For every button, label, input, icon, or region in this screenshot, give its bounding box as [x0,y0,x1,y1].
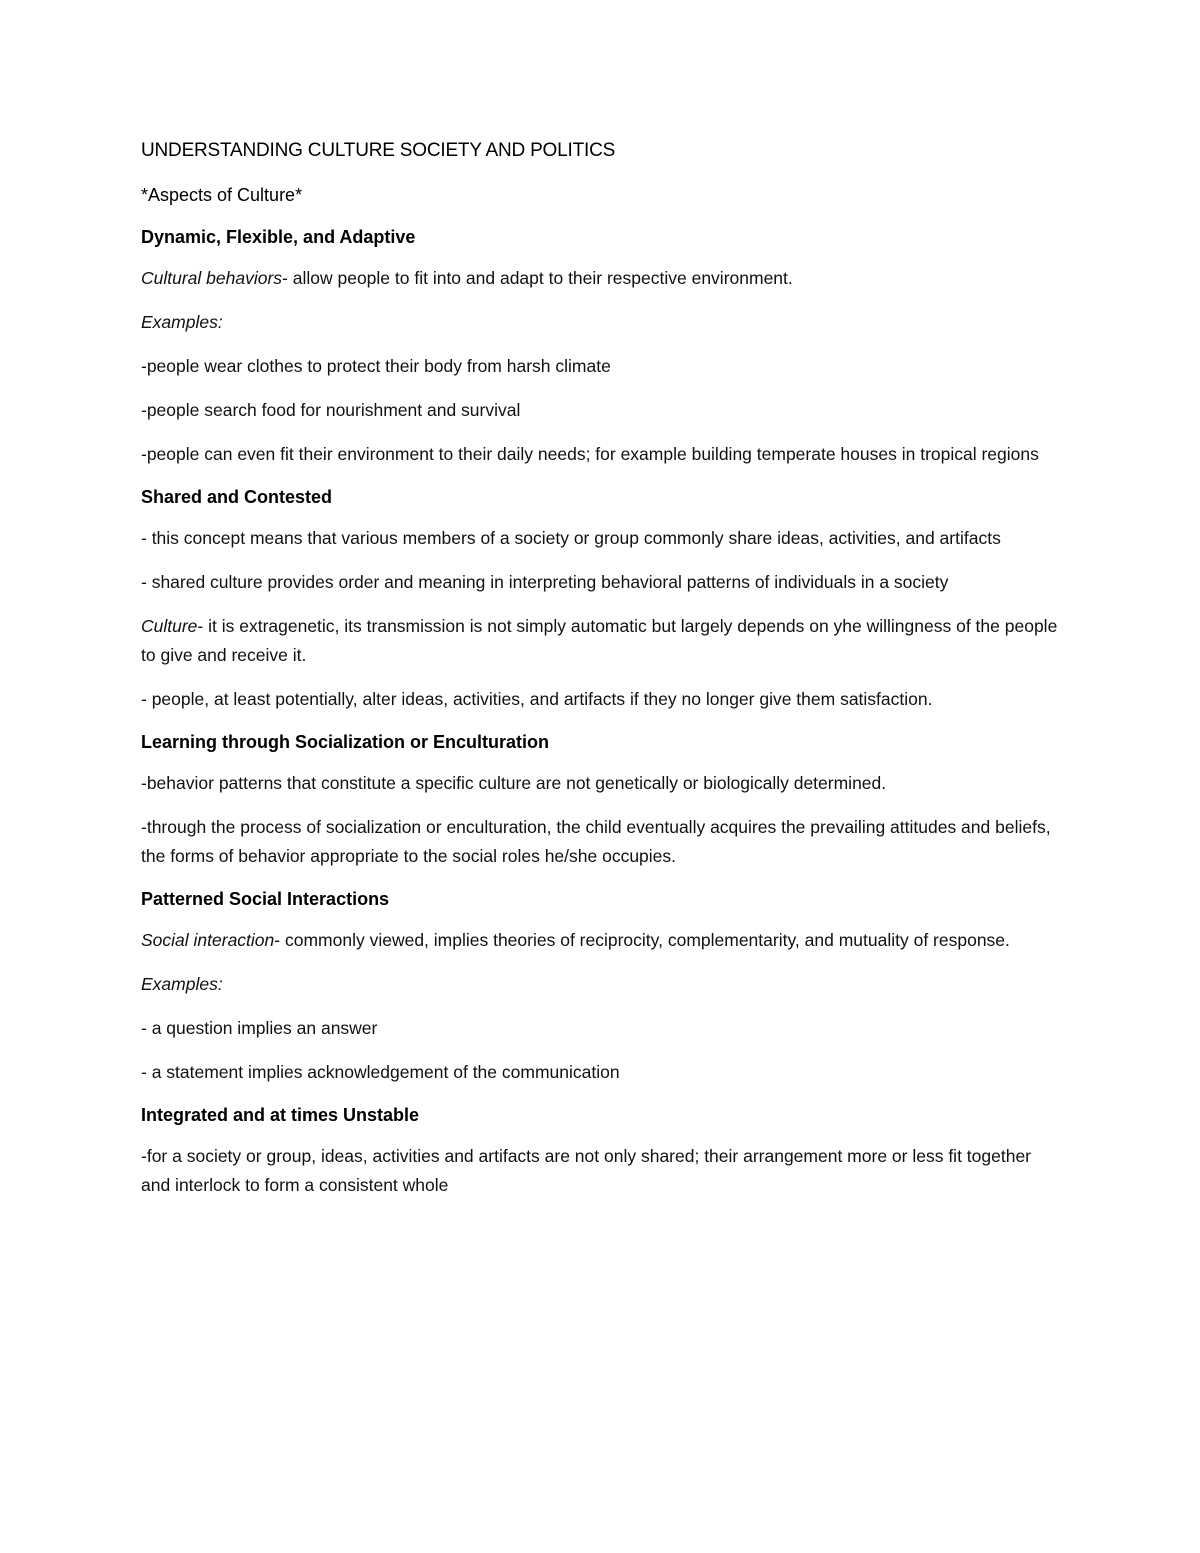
examples-label: Examples: [141,312,223,332]
definition-text: - it is extragenetic, its transmission is not simply automatic but largely depends on yhe willingness of the people to give and receive it. [141,616,1058,665]
section-learning [141,729,1061,871]
section-heading: Integrated and at times Unstable [141,1105,420,1125]
section-patterned [141,886,1061,1087]
list-item: - this concept means that various members of a society or group commonly share ideas, activities, and artifacts [141,528,1001,548]
list-item: -people search food for nourishment and survival [141,400,521,420]
list-item: -behavior patterns that constitute a specific culture are not genetically or biologically determined. [141,773,887,793]
list-item: - shared culture provides order and meaning in interpreting behavioral patterns of individuals in a society [141,572,949,592]
list-item: -through the process of socialization or enculturation, the child eventually acquires the prevailing attitudes and beliefs, the forms of behavior appropriate to the social roles he/she occupies. [141,817,1051,866]
list-item: -for a society or group, ideas, activities and artifacts are not only shared; their arrangement more or less fit together and interlock to form a consistent whole [141,1146,1032,1195]
list-item: -people can even fit their environment to their daily needs; for example building temperate houses in tropical regions [141,444,1039,464]
list-item: -people wear clothes to protect their body from harsh climate [141,356,611,376]
definition-term: Culture [141,616,198,636]
section-shared [141,484,1061,714]
definition-text: - allow people to fit into and adapt to their respective environment. [282,268,793,288]
section-integrated [141,1102,1061,1200]
list-item: - a question implies an answer [141,1018,378,1038]
definition-paragraph [141,612,1061,670]
definition-paragraph [141,264,1061,293]
section-dynamic [141,224,1061,469]
section-heading: Dynamic, Flexible, and Adaptive [141,227,416,247]
document-title: UNDERSTANDING CULTURE SOCIETY AND POLITICS [141,140,616,161]
definition-term: Social interaction [141,930,275,950]
list-item: - a statement implies acknowledgement of the communication [141,1062,620,1082]
definition-text: - commonly viewed, implies theories of reciprocity, complementarity, and mutuality of response. [274,930,1010,950]
section-heading: Learning through Socialization or Enculturation [141,732,550,752]
document-page [141,138,1061,1215]
section-heading: Shared and Contested [141,487,333,507]
section-heading: Patterned Social Interactions [141,889,390,909]
list-item: - people, at least potentially, alter ideas, activities, and artifacts if they no longer give them satisfaction. [141,689,933,709]
examples-label: Examples: [141,974,223,994]
document-subtitle: *Aspects of Culture* [141,185,303,205]
definition-term: Cultural behaviors [141,268,283,288]
definition-paragraph [141,926,1061,955]
